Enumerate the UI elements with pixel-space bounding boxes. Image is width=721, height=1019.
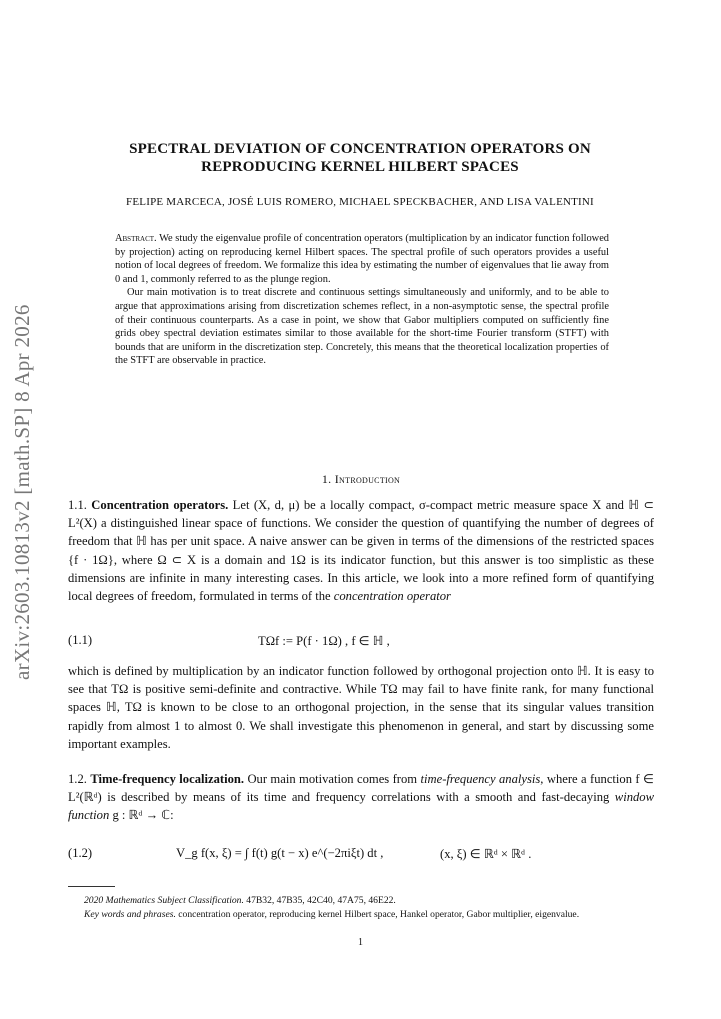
subsection-1-2-paragraph xyxy=(68,770,654,825)
paragraph-after-eq-1-1: which is defined by multiplication by an indicator function followed by orthogonal projection onto ℍ. It is easy to see that TΩ is positive semi-definite and contractive. While TΩ may fail to have finite rank, for many functional spaces ℍ, TΩ is known to be close to an orthogonal projection, in the sense that its singular values transition rapidly from almost 1 to almost 0. We shall investigate this phenomenon in general, and start by discussing some important examples. xyxy=(68,664,654,751)
title-line-1: SPECTRAL DEVIATION OF CONCENTRATION OPERATORS ON xyxy=(129,141,591,157)
equation-expression: TΩf := P(f · 1Ω) , f ∈ ℍ , xyxy=(258,634,390,648)
subsection-1-1 xyxy=(68,496,654,605)
italic-term: time-frequency analysis xyxy=(420,772,541,786)
paragraph-text: , where a function f ∈ L²(ℝᵈ) is described by means of its time and frequency correlations with a smooth and fast-decaying xyxy=(68,772,654,805)
equation-number: (1.2) xyxy=(68,846,93,860)
subsection-heading: Time-frequency localization. xyxy=(90,772,245,786)
subsection-1-2 xyxy=(68,770,654,825)
equation-domain: (x, ξ) ∈ ℝᵈ × ℝᵈ . xyxy=(440,847,532,861)
paragraph-text: Our main motivation comes from xyxy=(247,772,418,786)
equation-expression: V_g f(x, ξ) = ∫ f(t) g(t − x) e^(−2πiξt) dt , xyxy=(176,846,384,860)
footnote-rule xyxy=(68,886,115,887)
paragraph-text: Let (X, d, μ) be a locally compact, σ-compact metric measure space X and ℍ ⊂ L²(X) a distinguished linear space of functions. We consider the question of quantifying the number of degrees of freedom that ℍ has per unit space. A naive answer can be given in terms of the dimensions of the restricted spaces {f · 1Ω}, where Ω ⊂ X is a domain and 1Ω is its indicator function, but this answer is too simplistic as these dimensions are infinite in many interesting cases. In this article, we look into a more refined form of quantifying local degrees of freedom, formulated in terms of the xyxy=(68,498,655,604)
abstract-paragraph-1 xyxy=(115,232,609,286)
italic-term: window function xyxy=(68,790,654,823)
footnote-keywords xyxy=(68,908,654,921)
footnote-msc-codes: 47B32, 47B35, 42C40, 47A75, 46E22. xyxy=(246,895,396,906)
author-list: FELIPE MARCECA, JOSÉ LUIS ROMERO, MICHAEL SPECKBACHER, AND LISA VALENTINI xyxy=(126,196,594,208)
subsection-1-1-paragraph xyxy=(68,496,654,605)
abstract xyxy=(115,232,609,368)
footnote-msc-label: 2020 Mathematics Subject Classification. xyxy=(84,895,244,906)
section-heading: 1. Introduction xyxy=(321,472,401,486)
equation-1-1 xyxy=(68,633,654,655)
title-line-2: REPRODUCING KERNEL HILBERT SPACES xyxy=(201,159,519,175)
page-number: 1 xyxy=(358,937,363,948)
equation-1-2 xyxy=(68,846,654,868)
subsection-number: 1.2. xyxy=(68,772,87,786)
subsection-heading: Concentration operators. xyxy=(91,498,229,512)
abstract-label: Abstract. xyxy=(115,233,157,244)
subsection-number: 1.1. xyxy=(68,498,87,512)
equation-number: (1.1) xyxy=(68,633,93,647)
abstract-paragraph-2: Our main motivation is to treat discrete and continuous settings simultaneously and uniformly, and to be able to argue that approximations arising from discretization schemes reflect, in a non-asymptotic sense, the spectral profile of their continuous counterparts. As a case in point, we show that Gabor multipliers computed on sufficiently fine grids obey spectral deviation estimates similar to those available for the short-time Fourier transform (STFT) with bounds that are uniform in the discretization step. Concretely, this means that the theoretical localization properties of the STFT are observable in practice. xyxy=(115,287,609,367)
paragraph-text: g : ℝᵈ → ℂ: xyxy=(112,808,174,823)
footnote-keywords-text: concentration operator, reproducing kernel Hilbert space, Hankel operator, Gabor multiplier, eigenvalue. xyxy=(178,909,580,920)
italic-term: concentration operator xyxy=(333,589,451,604)
paper-title xyxy=(60,140,660,176)
footnote-keywords-label: Key words and phrases. xyxy=(84,909,176,920)
abstract-text-1: We study the eigenvalue profile of concentration operators (multiplication by an indicator function followed by projection) acting on reproducing kernel Hilbert spaces. The spectral profile of such operators provides a useful notion of local degrees of freedom. We formalize this idea by estimating the number of eigenvalues that lie away from 0 and 1, commonly referred to as the plunge region. xyxy=(115,233,609,285)
arxiv-identifier: arXiv:2603.10813v2 [math.SP] 8 Apr 2026 xyxy=(10,304,34,680)
footnote-msc xyxy=(68,894,654,907)
